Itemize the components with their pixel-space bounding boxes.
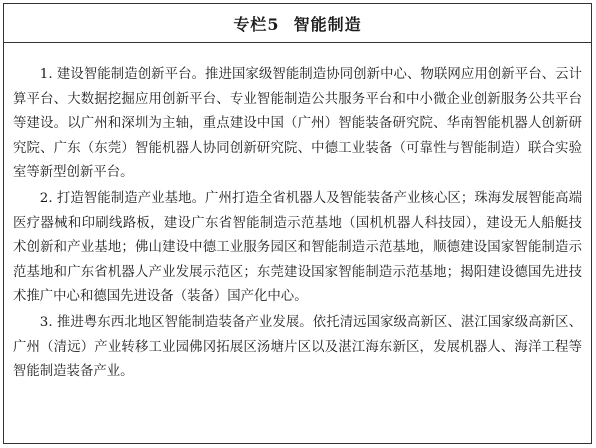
column-title [4,4,591,43]
column-box [3,3,592,444]
paragraph-2: 2. 打造智能制造产业基地。广州打造全省机器人及智能装备产业核心区；珠海发展智能高端医疗器械和印刷线路板，建设广东省智能制造示范基地（国机机器人科技园），建设无人船艇技术创新和产业基地；佛山建设中德工业服务园区和智能制造示范基地，顺德建设国家智能制造示范基地和广东省机器人产业发展示范区；东莞建设国家智能制造示范基地；揭阳建设德国先进技术推广中心和德国先进设备（装备）国产化中心。 [13,190,582,305]
column-number: 专栏5 [233,14,280,34]
column-name: 智能制造 [293,14,362,34]
column-body [4,43,591,385]
paragraph-1: 1. 建设智能制造创新平台。推进国家级智能制造协同创新中心、物联网应用创新平台、云计算平台、大数据挖掘应用创新平台、专业智能制造公共服务平台和中小微企业创新服务公共平台等建设。以广州和深圳为主轴，重点建设中国（广州）智能装备研究院、华南智能机器人创新研究院、广东（东莞）智能机器人协同创新研究院、中德工业装备（可靠性与智能制造）联合实验室等新型创新平台。 [13,67,582,181]
paragraph-3: 3. 推进粤东西北地区智能制造装备产业发展。依托清远国家级高新区、湛江国家级高新区、广州（清远）产业转移工业园佛冈拓展区汤塘片区以及湛江海东新区，发展机器人、海洋工程等智能制造装备产业。 [13,314,582,380]
